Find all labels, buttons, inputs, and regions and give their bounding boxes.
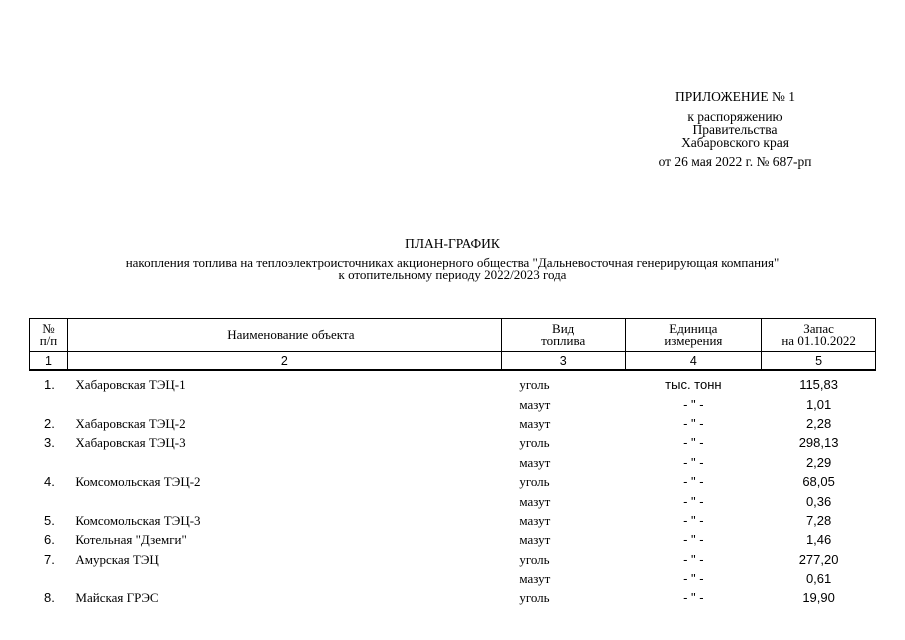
subtitle-line-1: накопления топлива на теплоэлектроисточниках акционерного общества "Дальневосточная генерирующая компания" (125, 255, 780, 270)
header-no (30, 319, 68, 352)
unit: тыс. тонн (665, 377, 722, 393)
table-row (30, 550, 876, 569)
table-row (30, 453, 876, 472)
stock-value: 0,36 (805, 493, 832, 509)
fuel-plan-table (29, 318, 876, 608)
header-no-line2: п/п (39, 333, 58, 348)
appendix-title: ПРИЛОЖЕНИЕ № 1 (674, 89, 796, 104)
header-unit-line1: Единица (669, 321, 718, 336)
stock-value: 68,05 (802, 474, 835, 490)
object-name: Комсомольская ТЭЦ-2 (75, 474, 201, 490)
column-number: 1 (30, 352, 68, 371)
row-number (30, 453, 68, 472)
stock-value: 1,46 (805, 532, 832, 548)
stock-value: 1,01 (805, 396, 832, 412)
unit: - " - (683, 512, 704, 528)
header-fuel-line1: Вид (552, 321, 575, 336)
column-number: 3 (501, 352, 625, 371)
table-row (30, 491, 876, 510)
document-subtitle (0, 257, 905, 281)
table-header-row (30, 319, 876, 352)
row-number: 4. (44, 474, 55, 490)
row-number: 2. (44, 415, 55, 431)
row-number: 1. (44, 377, 55, 393)
fuel-type: уголь (519, 590, 550, 606)
stock-value: 2,29 (805, 454, 832, 470)
fuel-type: мазут (519, 571, 551, 587)
header-stock (762, 319, 876, 352)
table-row (30, 588, 876, 607)
appendix-block (600, 90, 870, 168)
row-number: 8. (44, 590, 55, 606)
object-name: Майская ГРЭС (75, 590, 159, 606)
object-name (67, 453, 501, 472)
header-fuel-line2: топлива (541, 333, 586, 348)
table-row (30, 394, 876, 413)
unit: - " - (683, 396, 704, 412)
object-name: Хабаровская ТЭЦ-2 (75, 415, 186, 431)
object-name: Комсомольская ТЭЦ-3 (75, 512, 201, 528)
appendix-line-1: к распоряжению (687, 109, 783, 124)
table-row (30, 370, 876, 394)
object-name (67, 491, 501, 510)
fuel-type: уголь (519, 474, 550, 490)
fuel-type: мазут (519, 454, 551, 470)
object-name (67, 394, 501, 413)
column-number: 5 (762, 352, 876, 371)
fuel-type: мазут (519, 532, 551, 548)
header-stock-line1: Запас (803, 321, 834, 336)
header-name-text: Наименование объекта (227, 327, 355, 342)
header-fuel (501, 319, 625, 352)
row-number (30, 491, 68, 510)
fuel-type: мазут (519, 415, 551, 431)
object-name: Котельная "Дземги" (75, 532, 187, 548)
unit: - " - (683, 493, 704, 509)
column-number-row (30, 352, 876, 371)
stock-value: 2,28 (805, 415, 832, 431)
document-title: ПЛАН-ГРАФИК (405, 236, 500, 251)
row-number (30, 394, 68, 413)
fuel-type: мазут (519, 512, 551, 528)
object-name: Амурская ТЭЦ (75, 551, 159, 567)
table-row (30, 414, 876, 433)
row-number: 5. (44, 512, 55, 528)
fuel-type: мазут (519, 396, 551, 412)
object-name: Хабаровская ТЭЦ-3 (75, 435, 186, 451)
fuel-type: мазут (519, 493, 551, 509)
stock-value: 277,20 (798, 551, 839, 567)
unit: - " - (683, 590, 704, 606)
table-row (30, 569, 876, 588)
unit: - " - (683, 415, 704, 431)
header-unit (625, 319, 762, 352)
unit: - " - (683, 571, 704, 587)
header-no-line1: № (42, 321, 55, 336)
object-name (67, 569, 501, 588)
row-number (30, 569, 68, 588)
appendix-line-3: Хабаровского края (681, 135, 789, 150)
stock-value: 0,61 (805, 571, 832, 587)
unit: - " - (683, 474, 704, 490)
column-number: 2 (67, 352, 501, 371)
stock-value: 115,83 (799, 377, 838, 393)
fuel-type: уголь (519, 377, 550, 393)
header-unit-line2: измерения (664, 333, 723, 348)
stock-value: 19,90 (802, 590, 835, 606)
table-row (30, 511, 876, 530)
header-stock-line2: на 01.10.2022 (781, 333, 856, 348)
stock-value: 7,28 (805, 512, 832, 528)
unit: - " - (683, 551, 704, 567)
table-row (30, 433, 876, 452)
row-number: 7. (44, 551, 55, 567)
fuel-type: уголь (519, 435, 550, 451)
fuel-type: уголь (519, 551, 550, 567)
unit: - " - (683, 454, 704, 470)
table-row (30, 472, 876, 491)
appendix-line-2: Правительства (692, 122, 778, 137)
stock-value: 298,13 (798, 435, 839, 451)
header-name (67, 319, 501, 352)
object-name: Хабаровская ТЭЦ-1 (75, 377, 186, 393)
row-number: 6. (44, 532, 55, 548)
unit: - " - (683, 435, 704, 451)
appendix-date: от 26 мая 2022 г. № 687-рп (658, 154, 812, 169)
table-row (30, 530, 876, 549)
column-number: 4 (625, 352, 762, 371)
subtitle-line-2: к отопительному периоду 2022/2023 года (338, 267, 567, 282)
unit: - " - (683, 532, 704, 548)
row-number: 3. (44, 435, 55, 451)
